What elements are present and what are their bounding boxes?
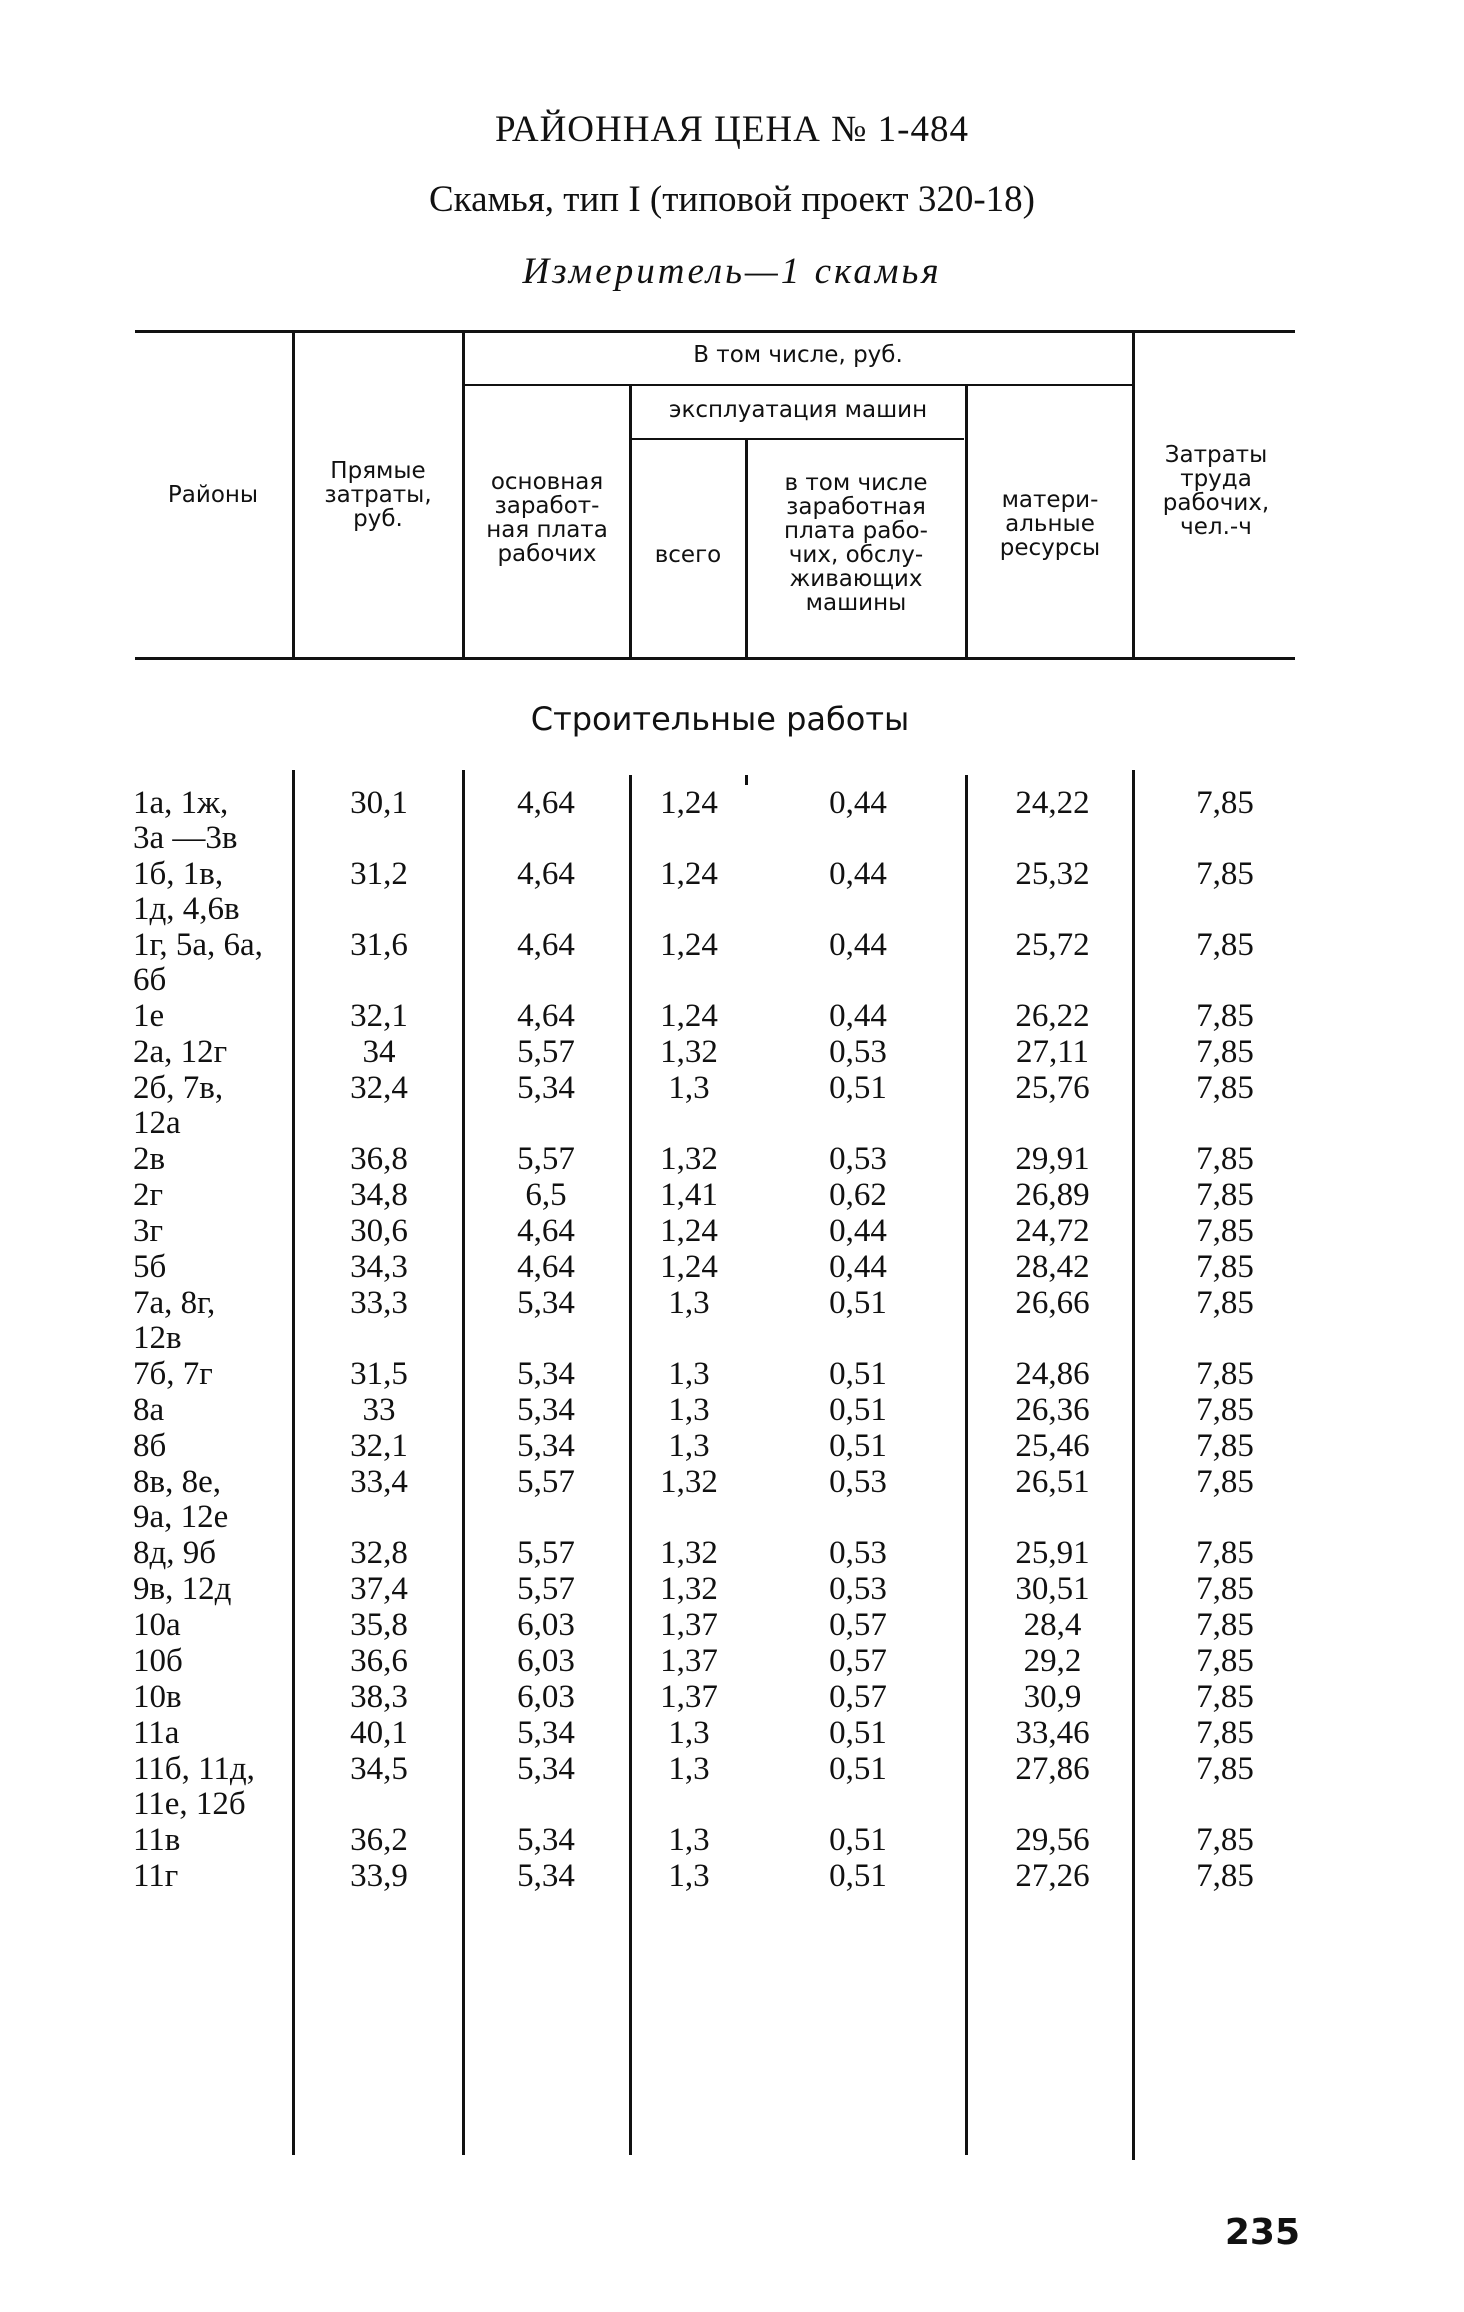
machine-total-cell: 1,37	[660, 1679, 718, 1715]
materials-cell: 26,89	[1015, 1177, 1090, 1213]
labor-cell: 7,85	[1196, 785, 1254, 821]
base-wage-cell: 4,64	[517, 927, 575, 963]
base-wage-cell: 4,64	[517, 856, 575, 892]
base-wage-cell: 5,34	[517, 1858, 575, 1894]
region-cell: 8в, 8е, 9а, 12е	[133, 1464, 229, 1535]
base-wage-cell: 6,03	[517, 1643, 575, 1679]
direct-cost-cell: 30,6	[350, 1213, 408, 1249]
machine-total-cell: 1,3	[668, 1285, 710, 1321]
direct-cost-cell: 36,2	[350, 1822, 408, 1858]
materials-cell: 30,51	[1015, 1571, 1090, 1607]
region-cell: 7б, 7г	[133, 1356, 213, 1392]
direct-cost-cell: 36,8	[350, 1141, 408, 1177]
labor-cell: 7,85	[1196, 1285, 1254, 1321]
direct-cost-cell: 33	[362, 1392, 396, 1428]
header-labor: Затраты труда рабочих, чел.-ч	[1162, 442, 1270, 540]
direct-cost-cell: 31,2	[350, 856, 408, 892]
direct-cost-cell: 32,8	[350, 1535, 408, 1571]
machine-total-cell: 1,24	[660, 1213, 718, 1249]
region-cell: 3г	[133, 1213, 164, 1249]
machine-total-cell: 1,37	[660, 1607, 718, 1643]
including-rule	[464, 384, 1132, 386]
region-cell: 2а, 12г	[133, 1034, 228, 1070]
materials-cell: 33,46	[1015, 1715, 1090, 1751]
machine-total-cell: 1,41	[660, 1177, 718, 1213]
direct-cost-cell: 32,1	[350, 998, 408, 1034]
machine-total-cell: 1,3	[668, 1428, 710, 1464]
region-cell: 11б, 11д, 11е, 12б	[133, 1751, 255, 1822]
materials-cell: 29,2	[1023, 1643, 1082, 1679]
labor-cell: 7,85	[1196, 1356, 1254, 1392]
region-cell: 5б	[133, 1249, 167, 1285]
materials-cell: 26,22	[1015, 998, 1090, 1034]
labor-cell: 7,85	[1196, 1213, 1254, 1249]
materials-cell: 27,11	[1015, 1034, 1090, 1070]
base-wage-cell: 5,34	[517, 1751, 575, 1787]
machine-wage-cell: 0,53	[829, 1571, 887, 1607]
direct-cost-cell: 35,8	[350, 1607, 408, 1643]
labor-cell: 7,85	[1196, 1141, 1254, 1177]
direct-cost-cell: 32,1	[350, 1428, 408, 1464]
labor-cell: 7,85	[1196, 1034, 1254, 1070]
machine-wage-cell: 0,44	[829, 927, 887, 963]
base-wage-cell: 5,57	[517, 1535, 575, 1571]
region-cell: 2б, 7в, 12а	[133, 1070, 224, 1141]
materials-cell: 29,56	[1015, 1822, 1090, 1858]
base-wage-cell: 5,57	[517, 1464, 575, 1500]
machine-total-cell: 1,32	[660, 1464, 718, 1500]
machine-wage-cell: 0,57	[829, 1643, 887, 1679]
machine-wage-cell: 0,57	[829, 1679, 887, 1715]
machine-wage-cell: 0,53	[829, 1464, 887, 1500]
materials-cell: 28,42	[1015, 1249, 1090, 1285]
materials-cell: 25,72	[1015, 927, 1090, 963]
machine-wage-cell: 0,44	[829, 785, 887, 821]
materials-cell: 25,32	[1015, 856, 1090, 892]
region-cell: 10а	[133, 1607, 181, 1643]
machine-wage-cell: 0,44	[829, 1213, 887, 1249]
region-cell: 1а, 1ж, 3а —3в	[133, 785, 238, 856]
labor-cell: 7,85	[1196, 1858, 1254, 1894]
machine-wage-cell: 0,62	[829, 1177, 887, 1213]
base-wage-cell: 5,34	[517, 1822, 575, 1858]
base-wage-cell: 5,34	[517, 1070, 575, 1106]
base-wage-cell: 6,03	[517, 1679, 575, 1715]
materials-cell: 27,86	[1015, 1751, 1090, 1787]
direct-cost-cell: 36,6	[350, 1643, 408, 1679]
labor-cell: 7,85	[1196, 1428, 1254, 1464]
machine-total-cell: 1,3	[668, 1822, 710, 1858]
page-title: РАЙОННАЯ ЦЕНА № 1-484	[495, 109, 969, 150]
materials-cell: 26,66	[1015, 1285, 1090, 1321]
direct-cost-cell: 33,3	[350, 1285, 408, 1321]
machine-wage-cell: 0,51	[829, 1822, 887, 1858]
machine-total-cell: 1,24	[660, 1249, 718, 1285]
labor-cell: 7,85	[1196, 998, 1254, 1034]
materials-cell: 25,46	[1015, 1428, 1090, 1464]
header-divider-4	[745, 440, 748, 657]
labor-cell: 7,85	[1196, 856, 1254, 892]
base-wage-cell: 4,64	[517, 998, 575, 1034]
machine-wage-cell: 0,44	[829, 998, 887, 1034]
machine-total-cell: 1,32	[660, 1571, 718, 1607]
direct-cost-cell: 33,9	[350, 1858, 408, 1894]
table-top-rule	[135, 330, 1295, 333]
header-materials: матери- альные ресурсы	[999, 487, 1101, 561]
labor-cell: 7,85	[1196, 1679, 1254, 1715]
region-cell: 1г, 5а, 6а, 6б	[133, 927, 263, 998]
header-divider-2	[462, 333, 465, 657]
machine-wage-cell: 0,51	[829, 1392, 887, 1428]
machine-total-cell: 1,24	[660, 785, 718, 821]
measure-unit: Измеритель—1 скамья	[522, 251, 942, 292]
base-wage-cell: 4,64	[517, 785, 575, 821]
materials-cell: 29,91	[1015, 1141, 1090, 1177]
machine-wage-cell: 0,44	[829, 1249, 887, 1285]
machine-total-cell: 1,3	[668, 1858, 710, 1894]
direct-cost-cell: 32,4	[350, 1070, 408, 1106]
materials-cell: 25,76	[1015, 1070, 1090, 1106]
base-wage-cell: 4,64	[517, 1213, 575, 1249]
labor-cell: 7,85	[1196, 1607, 1254, 1643]
region-cell: 2в	[133, 1141, 166, 1177]
table-row	[0, 1859, 1464, 1949]
header-base-wage: основная заработ- ная плата рабочих	[486, 469, 608, 567]
region-cell: 11г	[133, 1858, 179, 1894]
labor-cell: 7,85	[1196, 1822, 1254, 1858]
machine-wage-cell: 0,51	[829, 1858, 887, 1894]
direct-cost-cell: 31,5	[350, 1356, 408, 1392]
header-regions: Районы	[167, 482, 259, 508]
materials-cell: 27,26	[1015, 1858, 1090, 1894]
machine-total-cell: 1,32	[660, 1034, 718, 1070]
base-wage-cell: 4,64	[517, 1249, 575, 1285]
section-title: Строительные работы	[530, 700, 910, 738]
direct-cost-cell: 34	[362, 1034, 396, 1070]
header-machine-wage: в том числе заработная плата рабо- чих, обслу- живающих машины	[784, 470, 928, 616]
labor-cell: 7,85	[1196, 1715, 1254, 1751]
materials-cell: 30,9	[1023, 1679, 1082, 1715]
direct-cost-cell: 33,4	[350, 1464, 408, 1500]
machine-total-cell: 1,32	[660, 1141, 718, 1177]
materials-cell: 24,22	[1015, 785, 1090, 821]
region-cell: 7а, 8г, 12в	[133, 1285, 216, 1356]
base-wage-cell: 6,03	[517, 1607, 575, 1643]
labor-cell: 7,85	[1196, 1177, 1254, 1213]
labor-cell: 7,85	[1196, 1571, 1254, 1607]
region-cell: 10б	[133, 1643, 183, 1679]
materials-cell: 24,86	[1015, 1356, 1090, 1392]
region-cell: 1б, 1в, 1д, 4,6в	[133, 856, 240, 927]
labor-cell: 7,85	[1196, 1643, 1254, 1679]
direct-cost-cell: 34,5	[350, 1751, 408, 1787]
machine-rule	[631, 438, 964, 440]
machine-total-cell: 1,3	[668, 1751, 710, 1787]
direct-cost-cell: 37,4	[350, 1571, 408, 1607]
labor-cell: 7,85	[1196, 1392, 1254, 1428]
direct-cost-cell: 34,8	[350, 1177, 408, 1213]
labor-cell: 7,85	[1196, 1070, 1254, 1106]
materials-cell: 28,4	[1023, 1607, 1082, 1643]
region-cell: 10в	[133, 1679, 182, 1715]
labor-cell: 7,85	[1196, 927, 1254, 963]
region-cell: 1е	[133, 998, 165, 1034]
base-wage-cell: 5,34	[517, 1392, 575, 1428]
direct-cost-cell: 31,6	[350, 927, 408, 963]
header-direct-costs: Прямые затраты, руб.	[324, 458, 432, 532]
region-cell: 8б	[133, 1428, 167, 1464]
machine-total-cell: 1,24	[660, 998, 718, 1034]
machine-total-cell: 1,3	[668, 1715, 710, 1751]
region-cell: 11а	[133, 1715, 180, 1751]
machine-wage-cell: 0,51	[829, 1751, 887, 1787]
machine-wage-cell: 0,51	[829, 1428, 887, 1464]
region-cell: 8д, 9б	[133, 1535, 217, 1571]
machine-total-cell: 1,24	[660, 856, 718, 892]
header-including: В том числе, руб.	[693, 342, 903, 368]
header-bottom-rule	[135, 657, 1295, 660]
materials-cell: 26,51	[1015, 1464, 1090, 1500]
labor-cell: 7,85	[1196, 1464, 1254, 1500]
direct-cost-cell: 30,1	[350, 785, 408, 821]
base-wage-cell: 5,34	[517, 1428, 575, 1464]
labor-cell: 7,85	[1196, 1535, 1254, 1571]
base-wage-cell: 5,57	[517, 1571, 575, 1607]
region-cell: 8а	[133, 1392, 165, 1428]
base-wage-cell: 5,57	[517, 1034, 575, 1070]
region-cell: 2г	[133, 1177, 164, 1213]
base-wage-cell: 5,57	[517, 1141, 575, 1177]
body-divider-4	[745, 775, 748, 785]
machine-wage-cell: 0,51	[829, 1715, 887, 1751]
machine-wage-cell: 0,44	[829, 856, 887, 892]
machine-total-cell: 1,3	[668, 1356, 710, 1392]
page-number: 235	[1224, 2212, 1300, 2253]
materials-cell: 25,91	[1015, 1535, 1090, 1571]
machine-total-cell: 1,32	[660, 1535, 718, 1571]
machine-wage-cell: 0,51	[829, 1070, 887, 1106]
machine-wage-cell: 0,57	[829, 1607, 887, 1643]
header-divider-6	[1132, 333, 1135, 657]
machine-wage-cell: 0,51	[829, 1285, 887, 1321]
materials-cell: 26,36	[1015, 1392, 1090, 1428]
base-wage-cell: 6,5	[525, 1177, 567, 1213]
header-divider-3	[629, 386, 632, 657]
labor-cell: 7,85	[1196, 1249, 1254, 1285]
page-subtitle: Скамья, тип I (типовой проект 320-18)	[428, 179, 1035, 220]
machine-total-cell: 1,24	[660, 927, 718, 963]
header-divider-1	[292, 333, 295, 657]
machine-wage-cell: 0,51	[829, 1356, 887, 1392]
machine-total-cell: 1,3	[668, 1070, 710, 1106]
region-cell: 11в	[133, 1822, 181, 1858]
materials-cell: 24,72	[1015, 1213, 1090, 1249]
machine-total-cell: 1,3	[668, 1392, 710, 1428]
labor-cell: 7,85	[1196, 1751, 1254, 1787]
header-machine-total: всего	[654, 542, 722, 568]
header-machine-operation: эксплуатация машин	[668, 397, 928, 423]
direct-cost-cell: 34,3	[350, 1249, 408, 1285]
machine-wage-cell: 0,53	[829, 1034, 887, 1070]
direct-cost-cell: 40,1	[350, 1715, 408, 1751]
base-wage-cell: 5,34	[517, 1356, 575, 1392]
base-wage-cell: 5,34	[517, 1715, 575, 1751]
base-wage-cell: 5,34	[517, 1285, 575, 1321]
direct-cost-cell: 38,3	[350, 1679, 408, 1715]
region-cell: 9в, 12д	[133, 1571, 232, 1607]
header-divider-5	[965, 386, 968, 657]
machine-total-cell: 1,37	[660, 1643, 718, 1679]
machine-wage-cell: 0,53	[829, 1535, 887, 1571]
machine-wage-cell: 0,53	[829, 1141, 887, 1177]
